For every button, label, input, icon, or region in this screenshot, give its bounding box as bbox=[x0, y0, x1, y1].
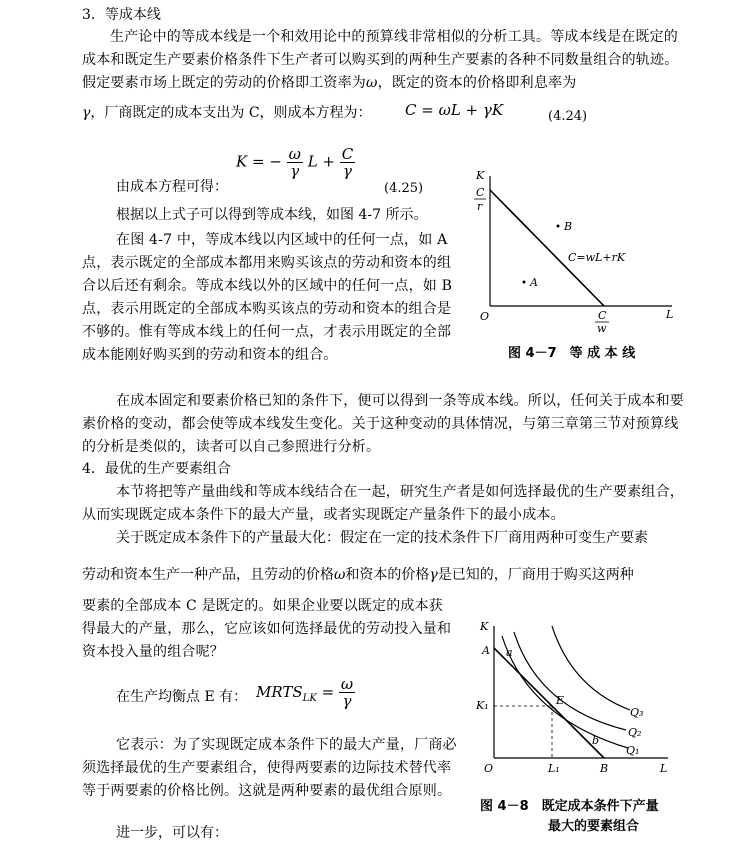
origin-label: O bbox=[484, 762, 494, 775]
isocost-line bbox=[490, 190, 604, 306]
section-4-paragraph-2: 关于既定成本条件下的产量最大化：假定在一定的技术条件下厂商用两种可变生产要素 bbox=[116, 530, 648, 546]
figure-4-7-caption: 图 4－7 等 成 本 线 bbox=[508, 346, 636, 361]
axis-x-label: L bbox=[666, 308, 674, 321]
point-a-label: A bbox=[482, 644, 490, 657]
l1-label: L₁ bbox=[548, 762, 560, 775]
y-intercept-denominator: r bbox=[477, 200, 483, 213]
section-4-paragraph-1: 本节将把等产量曲线和等成本线结合在一起，研究生产者是如何选择最优的生产要素组合，从而实现既定成本条件下的最大产量，或者实现既定产量条件下的最小成本。 bbox=[82, 484, 684, 523]
x-intercept-denominator: w bbox=[597, 322, 607, 335]
section-4-paragraph-5: 在生产均衡点 E 有： bbox=[116, 689, 248, 705]
q1-label: Q₁ bbox=[626, 744, 640, 757]
section-3-paragraph-5: 在图 4-7 中，等成本线以内区域中的任何一点，如 A 点，表示既定的全部成本都用来购买该点的劳动和资本的组合以后还有剩余。等成本线以外的区域中的任何一点，如 B 点，表示用既定的全部成本购买该点的劳动和资本的组合是不够的。惟有等成本线上的任何一点，才表示用既定的全部成本能刚好购买到的劳动和资本的组合。 bbox=[82, 232, 453, 363]
point-b-small-label: b bbox=[592, 734, 600, 747]
omega-symbol: ω bbox=[366, 75, 378, 91]
isocost-line-ab bbox=[494, 648, 604, 758]
origin-label: O bbox=[480, 310, 490, 323]
equation-4-24: C = ωL + γK bbox=[405, 101, 504, 119]
section-4-paragraph-4: 要素的全部成本 C 是既定的。如果企业要以既定的成本获得最大的产量，那么，它应该如何选择最优的劳动投入量和资本投入量的组合呢？ bbox=[82, 598, 452, 660]
isoquant-q2 bbox=[514, 632, 626, 730]
point-a-small-label: a bbox=[506, 646, 513, 659]
equation-4-25: K = − $\frac{\omega}{\gamma}$ L + $\frac{C}{\gamma}$ bbox=[236, 145, 354, 180]
q3-label: Q₃ bbox=[630, 706, 644, 719]
equation-mrts: $MRTS_{LK}$ = $\frac{\omega}{\gamma}$ bbox=[256, 675, 354, 710]
section-3-paragraph-1: 生产论中的等成本线是一个和效用论中的预算线非常相似的分析工具。等成本线是在既定的成本和既定生产要素价格条件下生产者可以购买到的两种生产要素的各种不同数量组合的轨迹。假定要素市场上既定的劳动的价格即工资率为ω，既定的资本的价格即利息率为 bbox=[82, 29, 679, 91]
y-intercept-numerator: C bbox=[476, 186, 485, 199]
section-3-paragraph-6: 在成本固定和要素价格已知的条件下，便可以得到一条等成本线。所以，任何关于成本和要素价格的变动，都会使等成本线发生变化。关于这种变动的具体情况，与第三章第三节对预算线的分析是类似的，读者可以自己参照进行分析。 bbox=[82, 393, 684, 455]
section-3-paragraph-4: 根据以上式子可以得到等成本线，如图 4-7 所示。 bbox=[116, 207, 428, 223]
axis-y-label: K bbox=[480, 620, 489, 633]
section-4-heading: 4．最优的生产要素组合 bbox=[82, 461, 231, 477]
point-b-label: B bbox=[564, 220, 573, 233]
point-b-dot bbox=[557, 225, 560, 228]
equation-4-24-number: (4.24) bbox=[548, 109, 588, 124]
section-4-paragraph-3: 劳动和资本生产一种产品，且劳动的价格ω和资本的价格γ是已知的，厂商用于购买这两种 bbox=[82, 567, 634, 583]
section-4-paragraph-7: 进一步，可以有： bbox=[116, 825, 228, 841]
isoquant-q1 bbox=[502, 636, 628, 748]
point-a-dot bbox=[523, 281, 526, 284]
x-intercept-numerator: C bbox=[598, 309, 607, 322]
figure-4-7 bbox=[462, 168, 682, 358]
section-3-paragraph-3: 由成本方程可得： bbox=[116, 179, 228, 195]
axis-y-label: K bbox=[476, 169, 485, 182]
q2-label: Q₂ bbox=[628, 726, 642, 739]
point-b-label: B bbox=[600, 762, 609, 775]
axis-x-label: L bbox=[660, 762, 668, 775]
section-3-heading: 3．等成本线 bbox=[82, 7, 161, 23]
k1-label: K₁ bbox=[476, 699, 489, 712]
figure-4-8-caption-line-1: 图 4－8 既定成本条件下产量 bbox=[480, 799, 659, 814]
section-3-paragraph-2: γ，厂商既定的成本支出为 C，则成本方程为： bbox=[82, 105, 372, 121]
point-a-label: A bbox=[530, 276, 538, 289]
figure-4-8-caption-line-2: 最大的要素组合 bbox=[548, 819, 640, 834]
section-4-paragraph-6: 它表示：为了实现既定成本条件下的最大产量，厂商必须选择最优的生产要素组合，使得两要素的边际技术替代率等于两要素的价格比例。这就是两种要素的最优组合原则。 bbox=[82, 737, 457, 799]
figure-4-8 bbox=[468, 618, 688, 788]
equation-4-25-number: (4.25) bbox=[384, 181, 424, 196]
isocost-equation-label: C=wL+rK bbox=[568, 251, 626, 264]
point-e-label: E bbox=[556, 694, 565, 707]
